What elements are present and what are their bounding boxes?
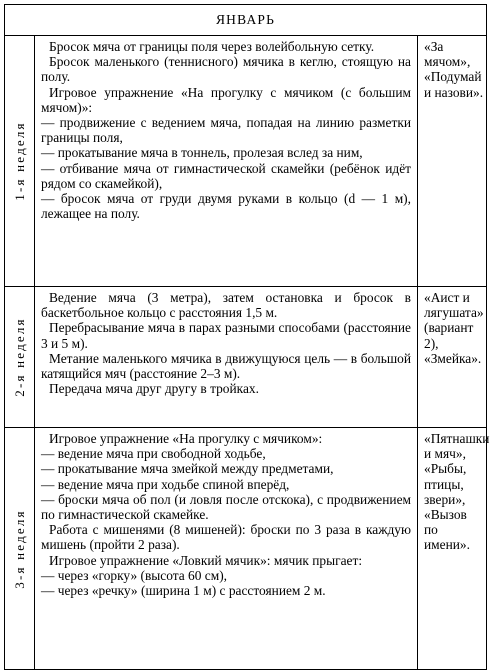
game-item: «Пятнашки и мяч», — [424, 431, 490, 462]
exercises-cell — [35, 428, 418, 670]
exercise-subitem: — броски мяча об пол (и ловля после отскока), с продвижением по гимнастической скамейке. — [41, 491, 411, 523]
game-item: «За мячом», — [424, 39, 471, 70]
exercise-item: Работа с мишенями (8 мишеней): броски по 3 раза в каждую мишень (пройти 2 раза). — [41, 522, 411, 553]
week-label: 1-я неделя — [11, 121, 27, 201]
week-cell — [5, 428, 35, 670]
exercise-item: Метание маленького мячика в движущуюся цель — в большой катящийся мяч (расстояние 2–3 м). — [41, 350, 411, 382]
exercises-cell — [35, 36, 418, 287]
games-cell — [418, 287, 487, 428]
exercise-item: Передача мяча друг другу в тройках. — [49, 381, 259, 397]
game-item: «Змейка». — [424, 350, 482, 366]
game-item: «Подумай и назови». — [424, 69, 484, 100]
week-label: 3-я неделя — [11, 508, 27, 589]
exercise-subitem: — прокатывание мяча змейкой между предметами, — [41, 461, 334, 477]
exercise-item: Перебрасывание мяча в парах разными способами (расстояние 3 и 5 м). — [41, 320, 411, 351]
exercise-item: Бросок маленького (теннисного) мячика в кеглю, стоящую на полу. — [41, 54, 411, 85]
exercise-subitem: — ведение мяча при ходьбе спиной вперёд, — [41, 476, 290, 492]
game-item: «Вызов по имени». — [424, 507, 470, 553]
exercise-item: Игровое упражнение «На прогулку с мячиком»: — [49, 431, 323, 446]
game-item: «Рыбы, птицы, звери», — [424, 461, 467, 507]
exercise-subitem: — бросок мяча от груди двумя руками в кольцо (d — 1 м), лежащее на полу. — [41, 191, 411, 222]
exercise-item: Игровое упражнение «На прогулку с мячиком (с большим мячом)»: — [41, 84, 411, 115]
exercise-item: Игровое упражнение «Ловкий мячик»: мячик прыгает: — [49, 552, 363, 568]
exercise-subitem: — отбивание мяча от гимнастической скамейки (ребёнок идёт рядом со скамейкой), — [41, 160, 411, 191]
exercise-subitem: — ведение мяча при свободной ходьбе, — [41, 446, 266, 462]
table-row — [5, 428, 487, 670]
table-row — [5, 36, 487, 287]
exercise-item: Бросок мяча от границы поля через волейбольную сетку. — [49, 39, 375, 54]
exercise-subitem: — продвижение с ведением мяча, попадая на линию разметки границы поля, — [41, 115, 411, 146]
exercises-cell — [35, 287, 418, 428]
exercise-subitem: — прокатывание мяча в тоннель, пролезая вслед за ним, — [41, 145, 363, 161]
exercise-subitem: — через «горку» (высота 60 см), — [41, 567, 227, 583]
exercise-subitem: — через «речку» (ширина 1 м) с расстоянием 2 м. — [41, 583, 326, 599]
exercise-item: Ведение мяча (3 метра), затем остановка и бросок в баскетбольное кольцо с расстояния 1,5 м. — [41, 290, 411, 321]
table-row — [5, 287, 487, 428]
week-cell — [5, 36, 35, 287]
games-cell — [418, 36, 487, 287]
games-cell — [418, 428, 490, 670]
week-cell — [5, 287, 35, 428]
week-label: 2-я неделя — [11, 317, 27, 397]
game-item: «Аист и лягушата» (вариант 2), — [424, 290, 484, 351]
plan-table — [4, 4, 490, 670]
month-heading: ЯНВАРЬ — [5, 5, 487, 36]
